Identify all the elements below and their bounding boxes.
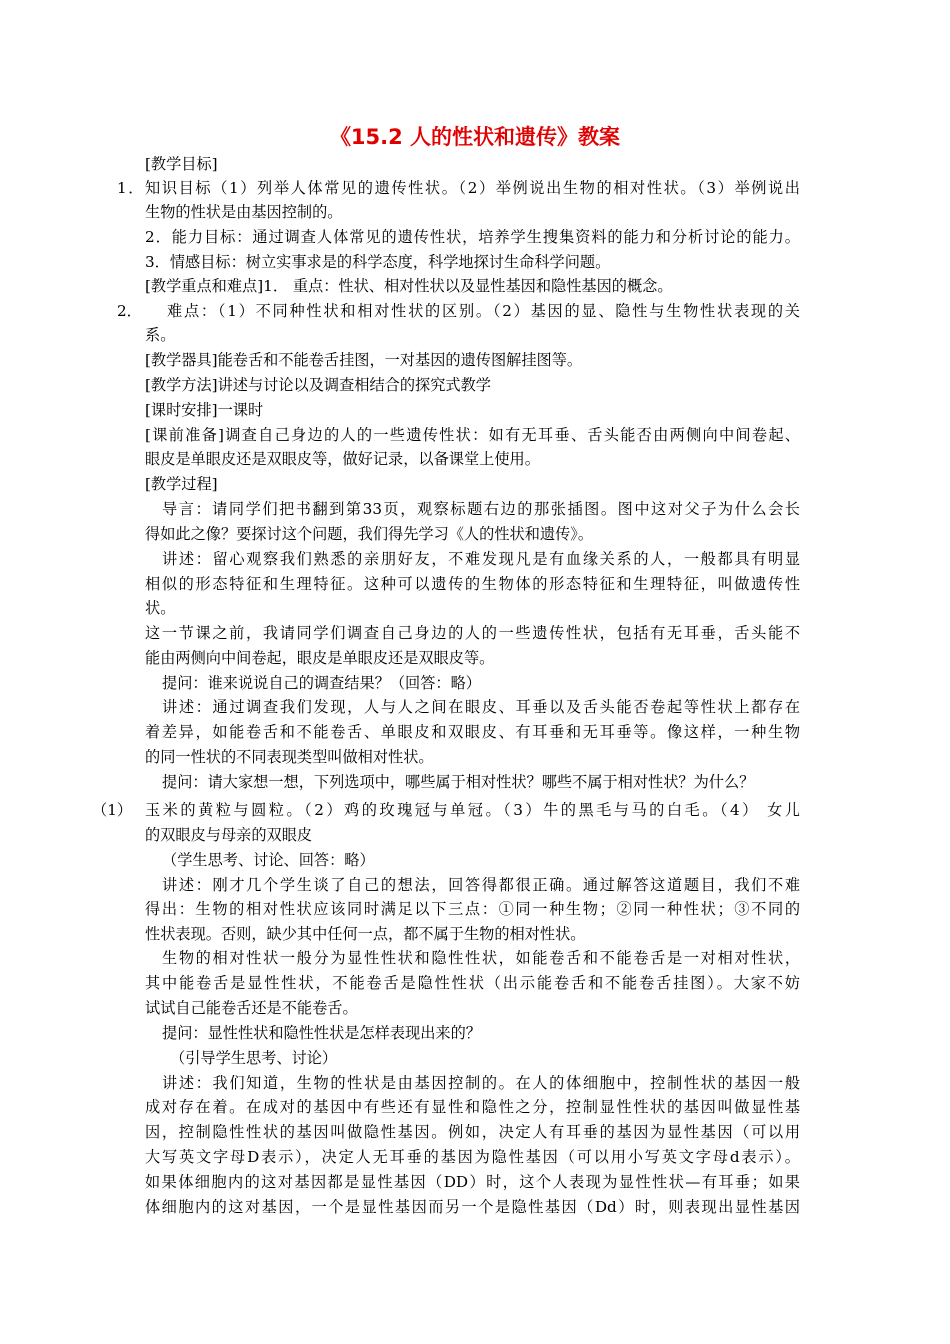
body-text-line: 体细胞内的这对基因，一个是显性基因而另一个是隐性基因（Dd）时，则表现出显性基因: [145, 1198, 800, 1216]
body-text-line: [课时安排]一课时: [145, 401, 264, 419]
body-text-line: 1．知识目标（1）列举人体常见的遗传性状。（2）举例说出生物的相对性状。（3）举例说出: [117, 179, 800, 197]
body-text-line: 性状表现。否则，缺少其中任何一点，都不属于生物的相对性状。: [145, 925, 586, 943]
list-marker: （1）: [92, 801, 133, 819]
body-text-line: 生物的相对性状一般分为显性性状和隐性性状，如能卷舌和不能卷舌是一对相对性状，: [162, 949, 800, 967]
body-text-line: 其中能卷舌是显性性状，不能卷舌是隐性性状（出示能卷舌和不能卷舌挂图）。大家不妨: [145, 974, 800, 992]
body-text-line: 的同一性状的不同表现类型叫做相对性状。: [145, 748, 434, 766]
body-text-line: [教学器具]能卷舌和不能卷舌挂图，一对基因的遗传图解挂图等。: [145, 351, 583, 369]
body-text-line: 大写英文字母D表示），决定人无耳垂的基因为隐性基因（可以用小写英文字母d表示）。: [145, 1148, 800, 1166]
body-text-line: 相似的形态特征和生理特征。这种可以遗传的生物体的形态特征和生理特征，叫做遗传性: [145, 575, 800, 593]
body-text-line: 系。: [145, 326, 176, 344]
body-text-line: （学生思考、讨论、回答：略）: [162, 851, 375, 869]
body-text-line: 状。: [145, 599, 176, 617]
body-text-line: 2．能力目标：通过调查人体常见的遗传性状，培养学生搜集资料的能力和分析讨论的能力。: [145, 228, 800, 246]
body-text-line: [课前准备]调查自己身边的人的一些遗传性状：如有无耳垂、舌头能否由两侧向中间卷起、: [145, 426, 800, 444]
body-text-line: 成对存在着。在成对的基因中有些还有显性和隐性之分，控制显性性状的基因叫做显性基: [145, 1098, 800, 1116]
body-text-line: 因，控制隐性性状的基因叫做隐性基因。例如，决定人有耳垂的基因为显性基因（可以用: [145, 1123, 800, 1141]
body-text-line: 得出：生物的相对性状应该同时满足以下三点：①同一种生物；②同一种性状；③不同的: [145, 900, 800, 918]
body-text-line: 讲述：留心观察我们熟悉的亲朋好友，不难发现凡是有血缘关系的人，一般都具有明显: [162, 550, 800, 568]
body-text-line: （引导学生思考、讨论）: [170, 1049, 338, 1067]
body-text-line: 提问：显性性状和隐性性状是怎样表现出来的？: [162, 1024, 481, 1042]
body-text-line: 得如此之像？要探讨这个问题，我们得先学习《人的性状和遗传》。: [145, 525, 594, 543]
body-text-line: 提问：谁来说说自己的调查结果？（回答：略）: [162, 674, 481, 692]
body-text-line: 眼皮是单眼皮还是双眼皮等，做好记录，以备课堂上使用。: [145, 450, 540, 468]
body-text-line: 这一节课之前，我请同学们调查自己身边的人的一些遗传性状，包括有无耳垂，舌头能不: [145, 624, 800, 642]
body-text-line: [教学目标]: [145, 155, 218, 173]
body-text-line: 试试自己能卷舌还是不能卷舌。: [145, 999, 358, 1017]
body-text-line: 难点：（1）不同种性状和相对性状的区别。（2）基因的显、隐性与生物性状表现的关: [167, 302, 800, 320]
body-text-line: 讲述：通过调查我们发现，人与人之间在眼皮、耳垂以及舌头能否卷起等性状上都存在: [162, 698, 800, 716]
body-text-line: [教学过程]: [145, 475, 218, 493]
body-text-line: 提问：请大家想一想，下列选项中，哪些属于相对性状？哪些不属于相对性状？为什么？: [162, 773, 755, 791]
list-marker: 2．: [117, 302, 142, 320]
body-text-line: 的双眼皮与母亲的双眼皮: [145, 826, 313, 844]
body-text-line: 玉米的黄粒与圆粒。（2）鸡的玫瑰冠与单冠。（3）牛的黑毛与马的白毛。（4） 女儿: [145, 801, 800, 819]
body-text-line: 讲述：我们知道，生物的性状是由基因控制的。在人的体细胞中，控制性状的基因一般: [162, 1074, 800, 1092]
body-text-line: [教学重点和难点]1． 重点：性状、相对性状以及显性基因和隐性基因的概念。: [145, 277, 673, 295]
body-text-line: 如果体细胞内的这对基因都是显性基因（DD）时，这个人表现为显性性状—有耳垂；如果: [145, 1173, 800, 1191]
body-text-line: 生物的性状是由基因控制的。: [145, 203, 343, 221]
body-text-line: [教学方法]讲述与讨论以及调查相结合的探究式教学: [145, 376, 491, 394]
body-text-line: 着差异，如能卷舌和不能卷舌、单眼皮和双眼皮、有耳垂和无耳垂等。像这样，一种生物: [145, 723, 800, 741]
body-text-line: 讲述：刚才几个学生谈了自己的想法，回答得都很正确。通过解答这道题目，我们不难: [162, 876, 800, 894]
body-text-line: 导言：请同学们把书翻到第33页，观察标题右边的那张插图。图中这对父子为什么会长: [162, 500, 800, 518]
body-text-line: 3．情感目标：树立实事求是的科学态度，科学地探讨生命科学问题。: [145, 253, 611, 271]
body-text-line: 能由两侧向中间卷起，眼皮是单眼皮还是双眼皮等。: [145, 649, 495, 667]
page-title: 《15.2 人的性状和遗传》教案: [329, 125, 621, 149]
